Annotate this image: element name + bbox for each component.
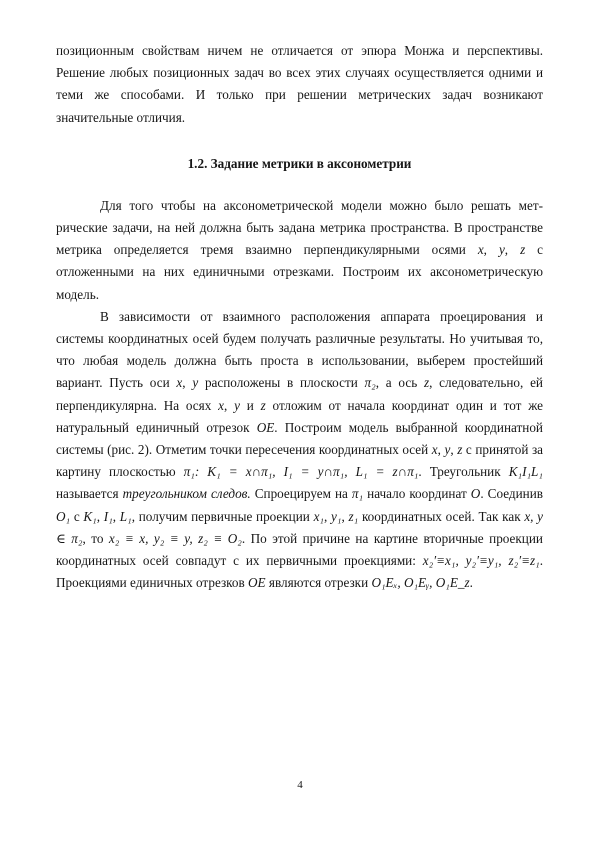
var: K₁ (83, 508, 97, 524)
text: . Треугольник (418, 464, 509, 480)
text: , (341, 508, 349, 524)
section-heading: 1.2. Задание метрики в аксонометрии (187, 155, 412, 171)
var: π₁ (351, 486, 364, 502)
text: , (437, 442, 445, 458)
text: . По этой причине на картине вторичные проекции координатных осей совпадут с их первичными проекциями: (56, 530, 543, 569)
text: , (483, 242, 499, 258)
text: , (324, 508, 332, 524)
text: и (239, 397, 261, 413)
text: Спроецируем на (250, 486, 352, 502)
var: x (176, 375, 183, 391)
var: π₂ (364, 375, 376, 391)
text: с (70, 508, 84, 524)
text: , (450, 442, 458, 458)
var: x (477, 242, 484, 258)
var: O (470, 486, 481, 502)
text: , то (82, 530, 109, 546)
text: , а ось (375, 375, 424, 391)
var: L₁ (119, 508, 132, 524)
var: z (260, 397, 266, 413)
formula: : K₁ = x∩π₁, I₁ = y∩π₁, L₁ = z∩π₁ (194, 464, 419, 480)
text: , (223, 397, 235, 413)
text: , (504, 242, 521, 258)
intro-text: позиционным свойствам ничем не отличается от эпюра Монжа и перспективы. Решение любых позиционных задач во всех этих случаях осуществляется одними и теми же способами. И только при решении метрических задач возникают значительные отличия. (56, 43, 543, 125)
var: OE (256, 419, 275, 435)
paragraph-metric-definition (56, 195, 543, 306)
text: отложим от начала координат один и тот же натуральный единичный отрезок (56, 397, 544, 435)
text: называется (56, 486, 123, 502)
text: , получим первичные проекции (131, 508, 314, 524)
formula: O₁Eₓ, O₁Eᵧ, O₁E_z (371, 575, 470, 591)
text: . (469, 575, 473, 591)
var: y (444, 442, 451, 458)
var: x (218, 397, 224, 413)
var: K₁I₁L₁ (508, 464, 543, 480)
var: z₁ (348, 508, 359, 524)
formula: x, y ∈ π₂ (56, 508, 544, 546)
var: I₁ (103, 508, 113, 524)
text: . Соединив (480, 486, 543, 502)
paragraph-model-construction (56, 306, 543, 595)
var: y₁ (331, 508, 342, 524)
text: начало координат (363, 486, 471, 502)
text: координатных осей. Так как (358, 508, 525, 524)
var: O₁ (56, 508, 71, 524)
page-body (56, 40, 543, 594)
var: y (234, 397, 240, 413)
text: . Проекциями единичных отрезков (56, 553, 543, 591)
text: расположены в плоскости (198, 375, 365, 391)
var: z (520, 242, 526, 258)
text: , (112, 508, 120, 524)
page-number: 4 (297, 779, 303, 791)
var: z (457, 442, 463, 458)
text: . Построим модель выбранной координатной системы (рис. 2). Отметим точки пересечения координатных осей (56, 419, 543, 458)
var: y (498, 242, 505, 258)
var: y (192, 375, 199, 391)
text: , (96, 508, 104, 524)
text: с принятой за картину плоскостью (56, 442, 544, 480)
intro-paragraph (56, 40, 543, 129)
var: π₁ (183, 464, 195, 480)
text: , следовательно, ей перпендикулярна. На осях (56, 375, 543, 413)
var: x₁ (313, 508, 325, 524)
formula: x₂′≡x₁, y₂′≡y₁, z₂′≡z₁ (422, 553, 540, 569)
formula: x₂ ≡ x, y₂ ≡ y, z₂ ≡ O₂ (108, 530, 242, 546)
text: являются отрезки (265, 575, 372, 591)
text: В зависимости от взаимного расположения аппарата проецирования и системы координатных осей будем получать различные результаты. Но учитывая то, что любая модель должна быть проста в использовании, выберем простейший вариант. Пусть оси (56, 308, 543, 391)
text: , (182, 375, 193, 391)
var: OE (248, 575, 266, 591)
text: с отложенными на них единичными отрезками. Построим их аксонометрическую модель. (56, 242, 544, 302)
var: x (431, 442, 438, 458)
text: Для того чтобы на аксонометрической модели можно было решать метрические задачи, на ней должна быть задана метрика пространства. В пространстве метрика определяется тремя взаимно перпендикулярными осями (56, 197, 543, 258)
term: треугольником следов. (122, 486, 251, 502)
var: z (423, 375, 430, 391)
